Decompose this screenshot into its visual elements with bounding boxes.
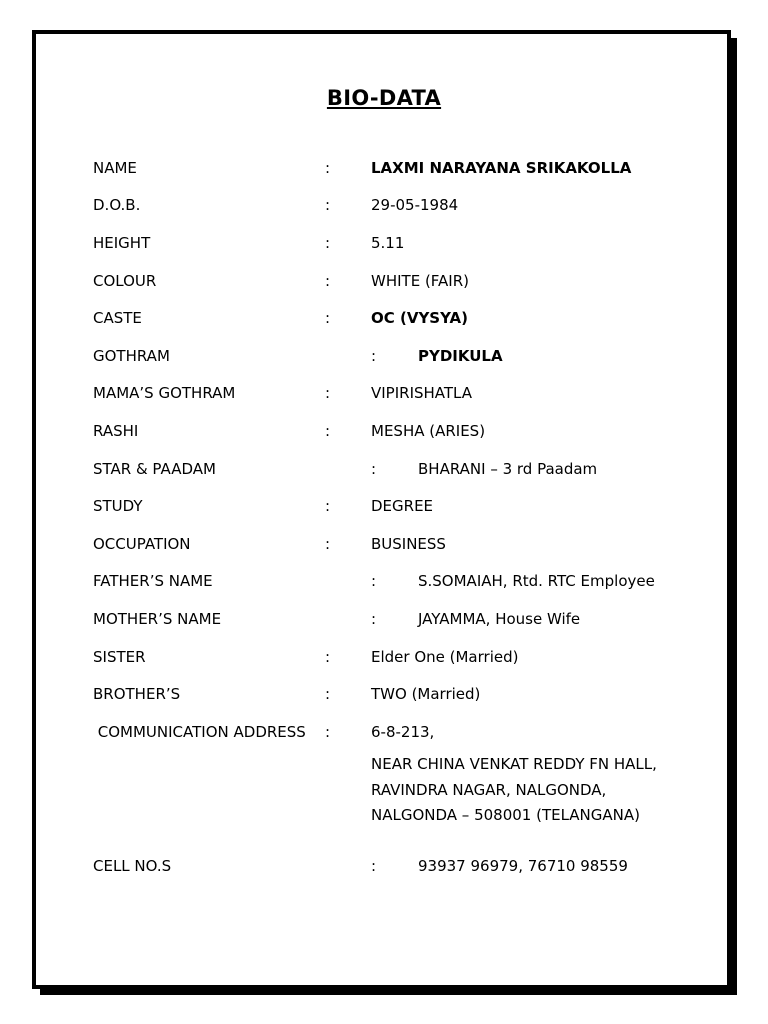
address-line-text: RAVINDRA NAGAR, NALGONDA,: [371, 781, 607, 799]
field-colon: :: [325, 497, 331, 515]
field-value: MESHA (ARIES): [371, 422, 486, 440]
field-mamas-gothram: [0, 382, 768, 404]
field-label: GOTHRAM: [93, 347, 170, 365]
field-colon: :: [371, 857, 377, 875]
field-colon: :: [325, 422, 331, 440]
field-value: BHARANI – 3 rd Paadam: [418, 460, 598, 478]
field-value: BUSINESS: [371, 535, 446, 553]
field-name: [0, 157, 768, 179]
field-colon: :: [325, 384, 331, 402]
field-label: CELL NO.S: [93, 857, 172, 875]
field-value: LAXMI NARAYANA SRIKAKOLLA: [371, 159, 632, 177]
field-colon: :: [371, 460, 377, 478]
field-height: [0, 232, 768, 254]
field-value: OC (VYSYA): [371, 309, 469, 327]
field-label: STUDY: [93, 497, 143, 515]
field-value: JAYAMMA, House Wife: [418, 610, 581, 628]
field-cell-numbers: [0, 855, 768, 877]
address-line-text: NALGONDA – 508001 (TELANGANA): [371, 806, 640, 824]
field-label: BROTHER’S: [93, 685, 181, 703]
field-value: 5.11: [371, 234, 405, 252]
field-sister: [0, 646, 768, 668]
field-colon: :: [371, 347, 377, 365]
field-star-paadam: [0, 458, 768, 480]
field-value: DEGREE: [371, 497, 434, 515]
field-value: Elder One (Married): [371, 648, 519, 666]
field-value: S.SOMAIAH, Rtd. RTC Employee: [418, 572, 655, 590]
field-colon: :: [371, 572, 377, 590]
field-colon: :: [325, 234, 331, 252]
field-brothers: [0, 683, 768, 705]
field-value: WHITE (FAIR): [371, 272, 470, 290]
field-value: 29-05-1984: [371, 196, 459, 214]
field-label: FATHER’S NAME: [93, 572, 213, 590]
field-label: SISTER: [93, 648, 146, 666]
field-value: TWO (Married): [371, 685, 481, 703]
field-label: HEIGHT: [93, 234, 151, 252]
field-colon: :: [325, 723, 331, 741]
field-colon: :: [325, 196, 331, 214]
field-gothram: [0, 345, 768, 367]
field-colon: :: [325, 159, 331, 177]
field-label: NAME: [93, 159, 137, 177]
field-label: COLOUR: [93, 272, 157, 290]
field-colour: [0, 270, 768, 292]
field-dob: [0, 194, 768, 216]
field-colon: :: [325, 685, 331, 703]
field-value: PYDIKULA: [418, 347, 503, 365]
field-study: [0, 495, 768, 517]
field-label: RASHI: [93, 422, 139, 440]
document-title: BIO-DATA: [326, 86, 442, 110]
field-communication-address: [0, 721, 768, 743]
address-line: [0, 753, 768, 775]
field-colon: :: [325, 535, 331, 553]
field-label: MAMA’S GOTHRAM: [93, 384, 236, 402]
field-colon: :: [325, 309, 331, 327]
field-rashi: [0, 420, 768, 442]
field-label: CASTE: [93, 309, 142, 327]
field-colon: :: [371, 610, 377, 628]
field-label: STAR & PAADAM: [93, 460, 216, 478]
address-line: [0, 804, 768, 826]
address-line-text: NEAR CHINA VENKAT REDDY FN HALL,: [371, 755, 657, 773]
address-line: [0, 779, 768, 801]
field-caste: [0, 307, 768, 329]
field-value: VIPIRISHATLA: [371, 384, 473, 402]
field-label: D.O.B.: [93, 196, 141, 214]
field-value: 6-8-213,: [371, 723, 435, 741]
field-value: 93937 96979, 76710 98559: [418, 857, 628, 875]
field-label: OCCUPATION: [93, 535, 191, 553]
field-fathers-name: [0, 570, 768, 592]
field-label: COMMUNICATION ADDRESS: [93, 723, 306, 741]
field-colon: :: [325, 648, 331, 666]
field-label: MOTHER’S NAME: [93, 610, 222, 628]
field-occupation: [0, 533, 768, 555]
field-mothers-name: [0, 608, 768, 630]
field-colon: :: [325, 272, 331, 290]
